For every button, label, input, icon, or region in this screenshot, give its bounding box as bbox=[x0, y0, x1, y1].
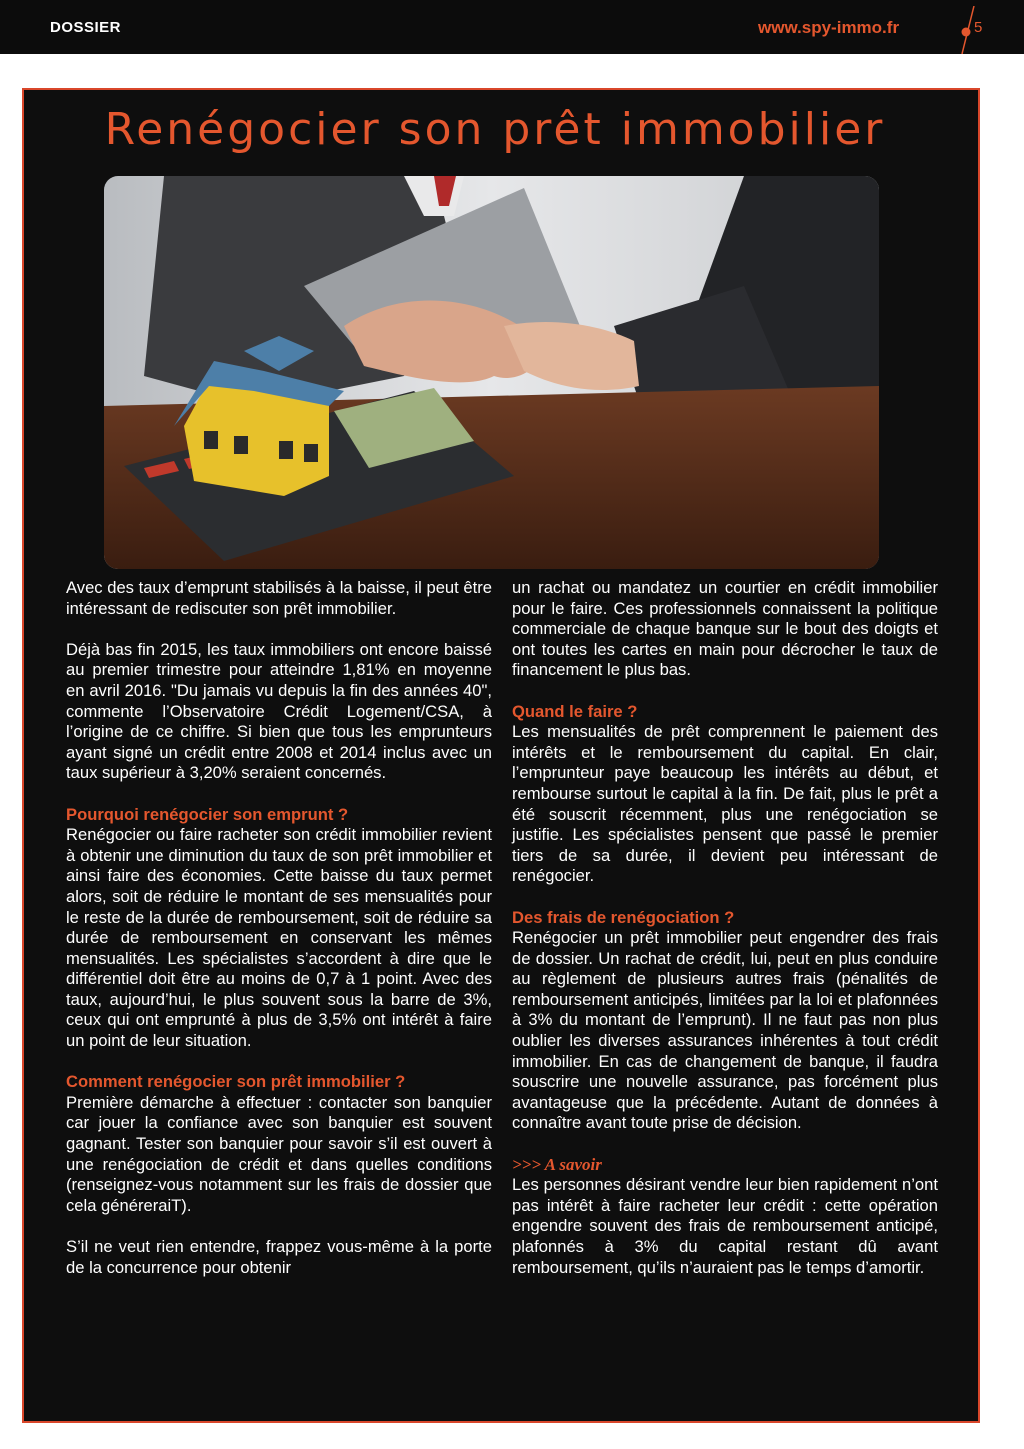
article-photo bbox=[104, 176, 879, 569]
paragraph-comment: Première démarche à effectuer : contacter son banquier car jouer la confiance avec son banquier est souvent gagnant. Tester son banquier pour savoir s’il est ouvert à une renégociation de crédit et dans quelles conditions (renseignez-vous notamment sur les frais de dossier que cela généreraiT). bbox=[66, 1092, 492, 1215]
paragraph-concurrence: S’il ne veut rien entendre, frappez vous-même à la porte de la concurrence pour obtenir bbox=[66, 1237, 492, 1277]
article-title: Renégocier son prêt immobilier bbox=[104, 104, 886, 155]
heading-a-savoir: >>> A savoir bbox=[512, 1154, 602, 1174]
paragraph-frais: Renégocier un prêt immobilier peut engendrer des frais de dossier. Un rachat de crédit, lui, peut en plus conduire au règlement de plusieurs autres frais (pénalités de remboursement anticipés, limitées par la loi et plafonnées à 3% du montant de l’emprunt). Il ne faut pas non plus oublier les diverses assurances inhérentes à tout crédit immobilier. En cas de changement de banque, il faudra souscrire une nouvelle assurance, pas forcément plus avantageuse que la précédente. Autant de données à connaître avant toute prise de décision. bbox=[512, 928, 938, 1133]
section-label: DOSSIER bbox=[50, 19, 122, 36]
heading-comment: Comment renégocier son prêt immobilier ? bbox=[66, 1072, 406, 1092]
left-column bbox=[66, 578, 492, 1278]
heading-quand: Quand le faire ? bbox=[512, 701, 638, 721]
paragraph-quand: Les mensualités de prêt comprennent le paiement des intérêts et le remboursement du capital. En clair, l’emprunteur paye beaucoup les intérêts au début, et rembourse surtout le capital à la fin. De fait, plus le prêt a été souscrit récemment, plus une renégociation se justifie. Les spécialistes pensent que passé le premier tiers de sa durée, il devient peu intéressant de renégocier. bbox=[512, 722, 938, 886]
heading-pourquoi: Pourquoi renégocier son emprunt ? bbox=[66, 804, 349, 824]
page-separator-icon bbox=[950, 6, 990, 54]
right-column bbox=[512, 578, 938, 1278]
top-bar bbox=[0, 0, 1024, 54]
heading-frais: Des frais de renégociation ? bbox=[512, 907, 735, 927]
paragraph-pourquoi: Renégocier ou faire racheter son crédit immobilier revient à obtenir une diminution du taux de son prêt immobilier et ainsi faire des économies. Cette baisse du taux permet alors, soit de réduire le montant de ses mensualités pour le reste de la durée de remboursement, soit de réduire sa durée de remboursement en conservant les mêmes mensualités. Les spécialistes s’accordent à dire que le différentiel doit être au moins de 0,7 à 1 point. Avec des taux, aujourd’hui, le plus souvent sous la barre de 3%, ceux qui ont emprunté à plus de 3,5% ont intérêt à faire un point de leur situation. bbox=[66, 825, 492, 1051]
paragraph-rates: Déjà bas fin 2015, les taux immobiliers ont encore baissé au premier trimestre pour atteindre 1,81% en moyenne en avril 2016. "Du jamais vu depuis la fin des années 40", commente l’Observatoire Crédit Logement/CSA, à l’origine de ce chiffre. Si bien que tous les emprunteurs ayant signé un crédit entre 2008 et 2014 inclus avec un taux supérieur à 3,20% seraient concernés. bbox=[66, 639, 492, 783]
site-url-link[interactable]: www.spy-immo.fr bbox=[758, 18, 900, 37]
paragraph-intro: Avec des taux d’emprunt stabilisés à la baisse, il peut être intéressant de rediscuter son prêt immobilier. bbox=[66, 578, 492, 618]
handshake-house-calculator-icon bbox=[104, 176, 879, 569]
page-number: 5 bbox=[974, 19, 983, 36]
paragraph-courtier: un rachat ou mandatez un courtier en crédit immobilier pour le faire. Ces professionnels connaissent la politique commerciale de chaque banque sur le bout des doigts et ont toutes les cartes en main pour décrocher le taux de financement le plus bas. bbox=[512, 578, 938, 680]
paragraph-a-savoir: Les personnes désirant vendre leur bien rapidement n’ont pas intérêt à faire racheter leur crédit : cette opération engendre souvent des frais de remboursement anticipé, plafonnés à 3% du capital restant dû avant remboursement, qu’ils n’auraient pas le temps d’amortir. bbox=[512, 1175, 938, 1277]
